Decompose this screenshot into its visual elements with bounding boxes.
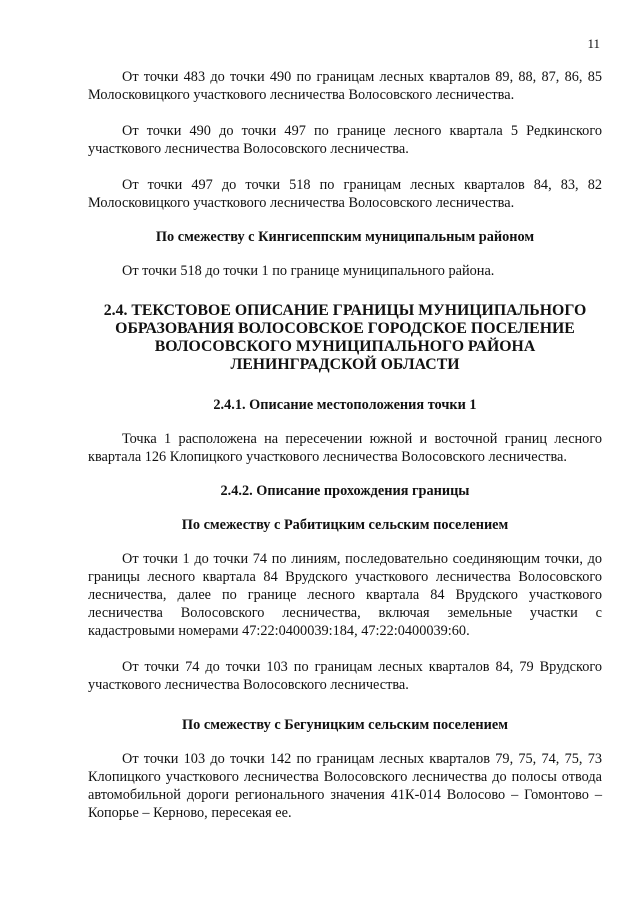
section-subheading: 2.4.1. Описание местоположения точки 1 bbox=[213, 397, 477, 413]
section-subheading: По смежеству с Кингисеппским муниципальным районом bbox=[155, 229, 535, 245]
document-body bbox=[88, 68, 602, 822]
section-heading: 2.4. ТЕКСТОВОЕ ОПИСАНИЕ ГРАНИЦЫ МУНИЦИПАЛЬНОГО ОБРАЗОВАНИЯ ВОЛОСОВСКОЕ ГОРОДСКОЕ ПОСЕЛЕНИЕ ВОЛОСОВСКОГО МУНИЦИПАЛЬНОГО РАЙОНА ЛЕНИНГРАДСКОЙ ОБЛАСТИ bbox=[103, 302, 587, 373]
paragraph: От точки 74 до точки 103 по границам лесных кварталов 84, 79 Врудского участкового лесничества Волосовского лесничества. bbox=[88, 659, 602, 693]
paragraph: От точки 497 до точки 518 по границам лесных кварталов 84, 83, 82 Молосковицкого участкового лесничества Волосовского лесничества. bbox=[88, 177, 602, 211]
paragraph: От точки 103 до точки 142 по границам лесных кварталов 79, 75, 74, 75, 73 Клопицкого участкового лесничества Волосовского лесничества до полосы отвода автомобильной дороги регионального значения 41К-014 Волосово – Гомонтово – Копорье – Керново, пересекая ее. bbox=[88, 751, 602, 821]
paragraph: От точки 1 до точки 74 по линиям, последовательно соединяющим точки, до границы лесного квартала 84 Врудского участкового лесничества Волосовского лесничества, далее по границе лесного квартала 84 Врудского участкового лесничества Волосовского лесничества, включая земельные участки с кадастровыми номерами 47:22:0400039:184, 47:22:0400039:60. bbox=[88, 551, 602, 639]
page-number: 11 bbox=[587, 36, 600, 51]
paragraph: От точки 490 до точки 497 по границе лесного квартала 5 Редкинского участкового лесничества Волосовского лесничества. bbox=[88, 123, 602, 157]
section-subheading: По смежеству с Бегуницким сельским поселением bbox=[182, 717, 508, 733]
paragraph: Точка 1 расположена на пересечении южной и восточной границ лесного квартала 126 Клопицкого участкового лесничества Волосовского лесничества. bbox=[88, 431, 602, 465]
section-subheading: По смежеству с Рабитицким сельским поселением bbox=[181, 517, 509, 533]
paragraph: От точки 483 до точки 490 по границам лесных кварталов 89, 88, 87, 86, 85 Молосковицкого участкового лесничества Волосовского лесничества. bbox=[88, 69, 602, 103]
paragraph: От точки 518 до точки 1 по границе муниципального района. bbox=[122, 263, 495, 279]
section-subheading: 2.4.2. Описание прохождения границы bbox=[220, 483, 470, 499]
